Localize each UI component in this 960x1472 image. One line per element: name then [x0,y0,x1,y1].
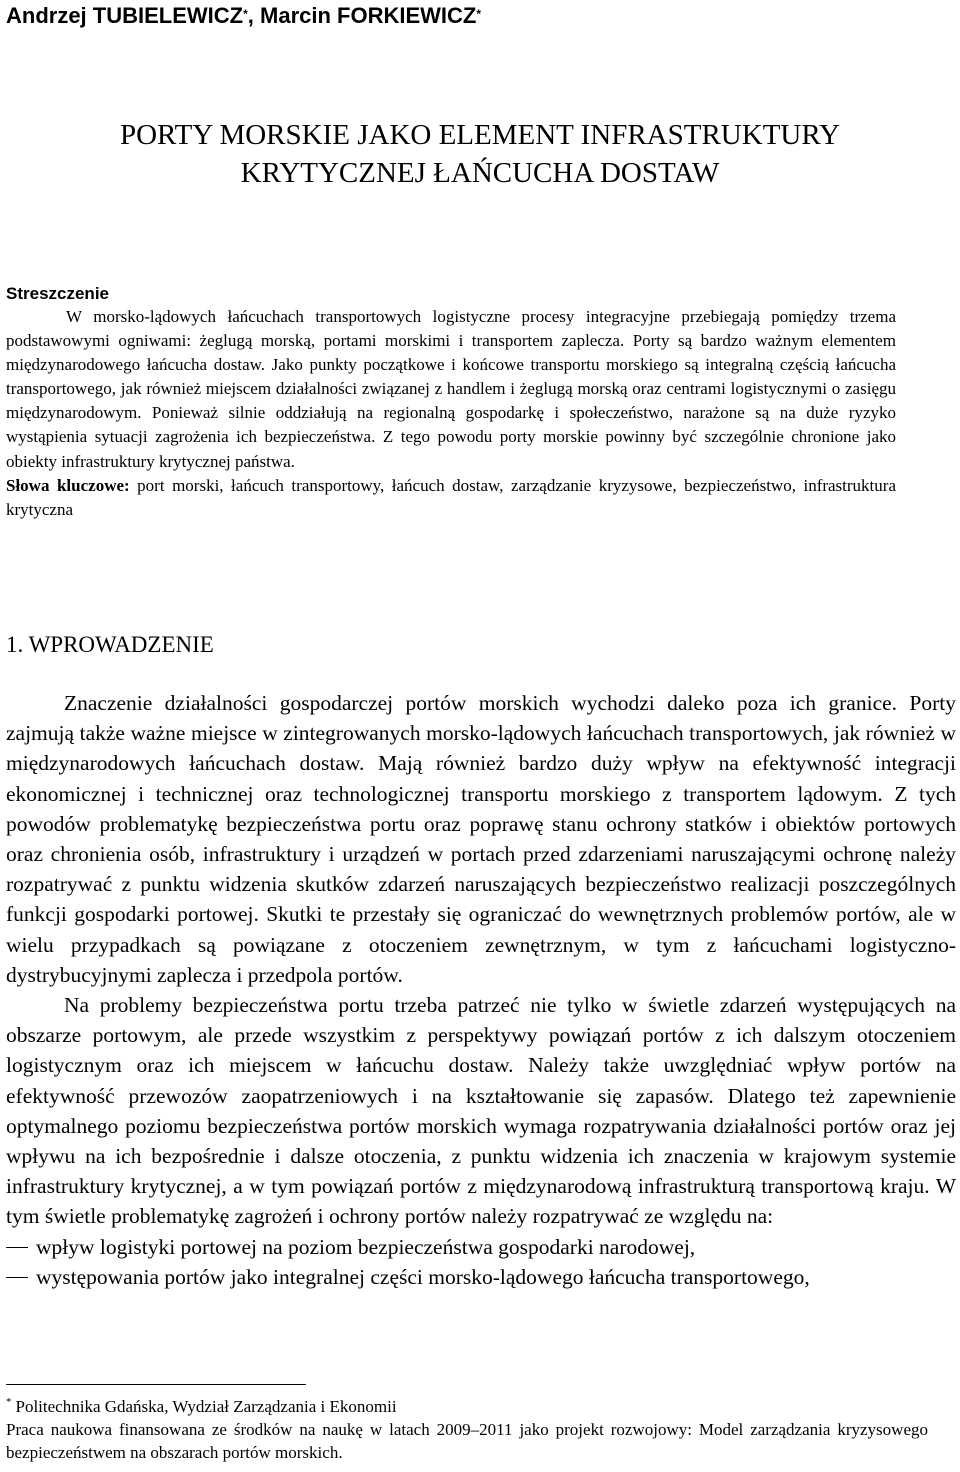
footnote-affiliation-text: Politechnika Gdańska, Wydział Zarządzania i Ekonomii [15,1397,397,1416]
abstract-text: W morsko-lądowych łańcuchach transportowych logistyczne procesy integracyjne przebiegają pomiędzy trzema podstawowymi ogniwami: żeglugą morską, portami morskimi i transportem zaplecza. Porty są bardzo ważnym elementem międzynarodowego łańcucha dostaw. Jako punkty początkowe i końcowe transportu morskiego są integralną częścią łańcucha transportowego, jak również miejscem działalności związanej z handlem i żeglugą morską oraz centrami logistycznymi o zasięgu międzynarodowym. Ponieważ silnie oddziałują na regionalną gospodarkę i społeczeństwo, narażone są na duże ryzyko wystąpienia sytuacji zagrożenia ich bezpieczeństwa. Z tego powodu porty morskie powinny być szczególnie chronione jako obiekty infrastruktury krytycznej państwa. [6,307,896,471]
list-item [6,1262,956,1292]
list-item-text: wpływ logistyki portowej na poziom bezpieczeństwa gospodarki narodowej, [36,1234,696,1259]
author-line [6,2,481,30]
paragraph: Na problemy bezpieczeństwa portu trzeba patrzeć nie tylko w świetle zdarzeń występujących na obszarze portowym, ale przede wszystkim z perspektywy powiązań portów z ich dalszym otoczeniem logistycznym oraz ich miejscem w łańcuchu dostaw. Należy także uwzględniać wpływ portów na efektywność przewozów zaopatrzeniowych i na kształtowanie się zapasów. Dlatego też zapewnienie optymalnego poziomu bezpieczeństwa portów morskich wymaga rozpatrywania działalności portów oraz jej wpływu na ich bezpośrednie i dalsze otoczenia, z punktu widzenia ich znaczenia w krajowym systemie infrastruktury krytycznej, a w tym powiązań portów z międzynarodową infrastrukturą transportową kraju. W tym świetle problematykę zagrożeń i ochrony portów należy rozpatrywać ze względu na: [6,993,956,1229]
footnote-affiliation [6,1395,928,1418]
bullet-list [6,1232,956,1292]
section-heading: 1. WPROWADZENIE [6,632,214,657]
dash-bullet-icon [6,1247,28,1248]
abstract-heading: Streszczenie [6,284,109,303]
keywords-list: port morski, łańcuch transportowy, łańcuch dostaw, zarządzanie kryzysowe, bezpieczeństwo, infrastruktura krytyczna [6,475,896,519]
footnote-funding: Praca naukowa finansowana ze środków na naukę w latach 2009–2011 jako projekt rozwojowy: Model zarządzania kryzysowego bezpieczeństwem na obszarach portów morskich. [6,1420,928,1462]
keywords [6,474,896,522]
keywords-label: Słowa kluczowe: [6,475,130,495]
affiliation-marker: * [243,7,248,21]
list-item-text: występowania portów jako integralnej części morsko-lądowego łańcucha transportowego, [36,1264,810,1289]
list-item [6,1232,956,1262]
paper-title [0,116,960,192]
author-separator: , [247,3,261,28]
dash-bullet-icon [6,1277,28,1278]
title-line: PORTY MORSKIE JAKO ELEMENT INFRASTRUKTURY [119,119,841,151]
footnote-rule [6,1384,306,1385]
footnotes [6,1395,928,1464]
paragraph: Znaczenie działalności gospodarczej portów morskich wychodzi daleko poza ich granice. Porty zajmują także ważne miejsce w zintegrowanych morsko-lądowych łańcuchach transportowych, jak również w międzynarodowych łańcuchach dostaw. Mają również bardzo duży wpływ na efektywność integracji ekonomicznej i technicznej oraz technologicznej transportu morskiego z transportem lądowym. Z tych powodów problematykę bezpieczeństwa portu oraz poprawę stanu ochrony statków i obiektów portowych oraz chronienia osób, infrastruktury i urządzeń w portach przed zdarzeniami naruszającymi ochronę należy rozpatrywać z punktu widzenia skutków zdarzeń naruszających bezpieczeństwo realizacji poszczególnych funkcji gospodarki portowej. Skutki te przestały się ograniczać do wewnętrznych problemów portów, ale w wielu przypadkach są powiązane z otoczeniem zewnętrznym, w tym z łańcuchami logistyczno-dystrybucyjnymi zaplecza i przedpola portów. [6,691,956,987]
abstract [6,283,896,522]
body-text [6,688,956,1292]
affiliation-marker: * [476,7,482,21]
author-name: Andrzej TUBIELEWICZ [6,3,244,28]
author-name: Marcin FORKIEWICZ [260,3,477,28]
title-line: KRYTYCZNEJ ŁAŃCUCHA DOSTAW [240,157,720,189]
footnote-marker: * [6,1396,12,1408]
